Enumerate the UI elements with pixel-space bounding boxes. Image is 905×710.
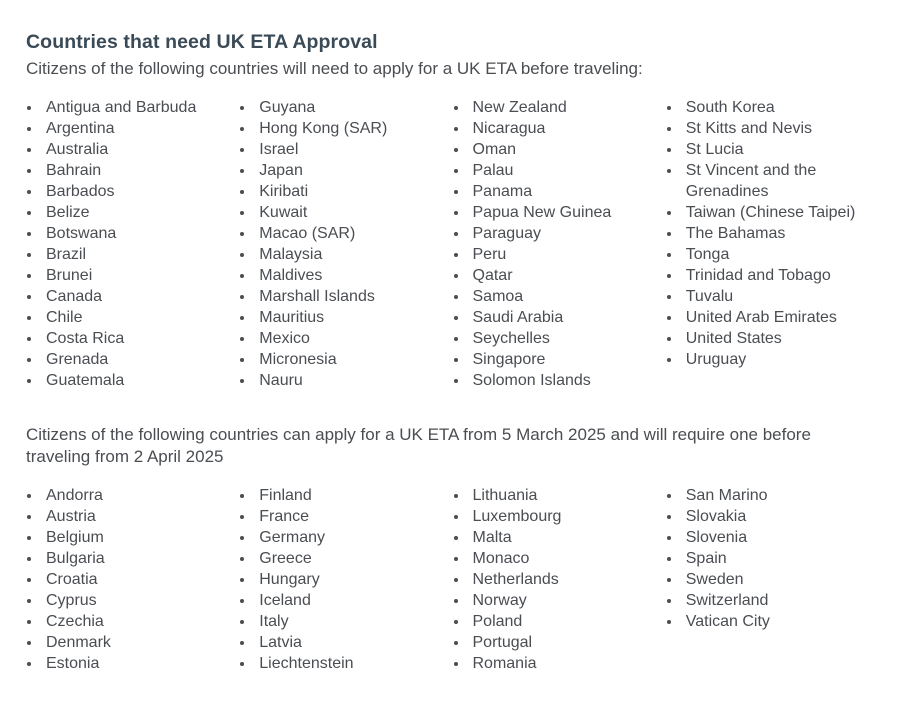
country-item: Greece — [239, 548, 452, 569]
country-item: Argentina — [26, 118, 239, 139]
country-item: Nicaragua — [453, 118, 666, 139]
country-item: St Vincent and the Grenadines — [666, 160, 879, 202]
country-list — [453, 485, 666, 674]
country-list — [239, 485, 452, 674]
country-item: Poland — [453, 611, 666, 632]
country-item: Mexico — [239, 328, 452, 349]
country-item: Uruguay — [666, 349, 879, 370]
country-item: Kuwait — [239, 202, 452, 223]
country-item: Hungary — [239, 569, 452, 590]
country-item: Chile — [26, 307, 239, 328]
country-list — [453, 97, 666, 391]
country-columns — [26, 97, 879, 391]
country-item: Tonga — [666, 244, 879, 265]
section-intro: Citizens of the following countries will need to apply for a UK ETA before traveling: — [26, 59, 643, 78]
country-item: Liechtenstein — [239, 653, 452, 674]
country-list — [666, 97, 879, 391]
country-item: Romania — [453, 653, 666, 674]
country-item: France — [239, 506, 452, 527]
country-item: Panama — [453, 181, 666, 202]
country-item: Austria — [26, 506, 239, 527]
country-item: Costa Rica — [26, 328, 239, 349]
country-item: Italy — [239, 611, 452, 632]
country-item: Sweden — [666, 569, 879, 590]
country-item: Grenada — [26, 349, 239, 370]
country-item: Seychelles — [453, 328, 666, 349]
country-item: Saudi Arabia — [453, 307, 666, 328]
country-item: Norway — [453, 590, 666, 611]
country-item: Bahrain — [26, 160, 239, 181]
country-item: Brunei — [26, 265, 239, 286]
country-list — [26, 485, 239, 674]
country-item: South Korea — [666, 97, 879, 118]
country-item: Marshall Islands — [239, 286, 452, 307]
section-eta-required — [26, 58, 879, 391]
country-item: Czechia — [26, 611, 239, 632]
country-item: Belize — [26, 202, 239, 223]
country-item: Australia — [26, 139, 239, 160]
country-item: Nauru — [239, 370, 452, 391]
country-item: Antigua and Barbuda — [26, 97, 239, 118]
country-item: Israel — [239, 139, 452, 160]
country-list — [26, 97, 239, 391]
country-item: Barbados — [26, 181, 239, 202]
country-item: The Bahamas — [666, 223, 879, 244]
country-item: Bulgaria — [26, 548, 239, 569]
country-item: Portugal — [453, 632, 666, 653]
country-item: Lithuania — [453, 485, 666, 506]
country-item: Malaysia — [239, 244, 452, 265]
country-item: Slovakia — [666, 506, 879, 527]
country-item: St Lucia — [666, 139, 879, 160]
country-item: Maldives — [239, 265, 452, 286]
country-item: Estonia — [26, 653, 239, 674]
country-item: New Zealand — [453, 97, 666, 118]
country-item: Switzerland — [666, 590, 879, 611]
country-item: Finland — [239, 485, 452, 506]
country-item: Cyprus — [26, 590, 239, 611]
country-item: Hong Kong (SAR) — [239, 118, 452, 139]
country-item: Brazil — [26, 244, 239, 265]
country-item: Peru — [453, 244, 666, 265]
country-item: Botswana — [26, 223, 239, 244]
country-item: Macao (SAR) — [239, 223, 452, 244]
country-item: Germany — [239, 527, 452, 548]
country-item: Malta — [453, 527, 666, 548]
country-item: Monaco — [453, 548, 666, 569]
country-item: Belgium — [26, 527, 239, 548]
country-item: Luxembourg — [453, 506, 666, 527]
country-item: United States — [666, 328, 879, 349]
country-item: Spain — [666, 548, 879, 569]
section-intro: Citizens of the following countries can apply for a UK ETA from 5 March 2025 and will require one before traveling from 2 April 2025 — [26, 425, 811, 466]
country-list — [239, 97, 452, 391]
country-item: Guatemala — [26, 370, 239, 391]
country-item: Guyana — [239, 97, 452, 118]
country-columns — [26, 485, 879, 674]
country-item: Mauritius — [239, 307, 452, 328]
country-item: Qatar — [453, 265, 666, 286]
country-item: Vatican City — [666, 611, 879, 632]
country-item: United Arab Emirates — [666, 307, 879, 328]
country-item: Kiribati — [239, 181, 452, 202]
country-item: Palau — [453, 160, 666, 181]
country-item: Singapore — [453, 349, 666, 370]
country-item: Slovenia — [666, 527, 879, 548]
country-item: Tuvalu — [666, 286, 879, 307]
country-item: Papua New Guinea — [453, 202, 666, 223]
country-item: Canada — [26, 286, 239, 307]
country-item: Paraguay — [453, 223, 666, 244]
country-item: San Marino — [666, 485, 879, 506]
country-item: Japan — [239, 160, 452, 181]
country-item: Taiwan (Chinese Taipei) — [666, 202, 879, 223]
country-item: Iceland — [239, 590, 452, 611]
country-item: Micronesia — [239, 349, 452, 370]
country-list — [666, 485, 879, 674]
country-item: Latvia — [239, 632, 452, 653]
country-item: Croatia — [26, 569, 239, 590]
country-item: Denmark — [26, 632, 239, 653]
country-item: Oman — [453, 139, 666, 160]
country-item: Andorra — [26, 485, 239, 506]
country-item: Solomon Islands — [453, 370, 666, 391]
country-item: Samoa — [453, 286, 666, 307]
page-title: Countries that need UK ETA Approval — [26, 31, 378, 53]
section-eta-from-2025 — [26, 424, 879, 674]
country-item: St Kitts and Nevis — [666, 118, 879, 139]
country-item: Trinidad and Tobago — [666, 265, 879, 286]
country-item: Netherlands — [453, 569, 666, 590]
